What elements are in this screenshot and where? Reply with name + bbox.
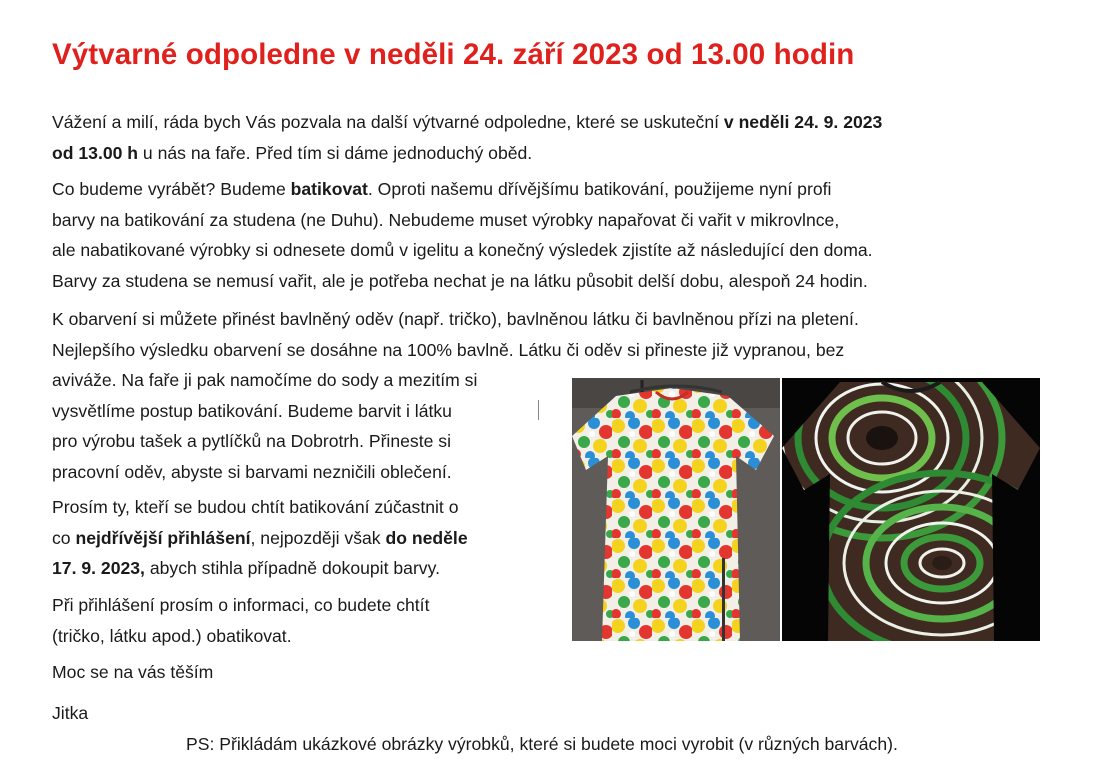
text-line: (tričko, látku apod.) obatikovat.	[52, 625, 292, 646]
bold-time: od 13.00 h	[52, 142, 139, 163]
text-line: Co budeme vyrábět? Budeme batikovat. Oproti našemu dřívějšímu batikování, použijeme nyní profi	[52, 179, 832, 199]
bold-earliest: nejdřívější přihlášení	[75, 527, 251, 548]
text-line: Při přihlášení prosím o informaci, co budete chtít	[52, 595, 430, 615]
page-title: Výtvarné odpoledne v neděli 24. září 2023 od 13.00 hodin	[52, 38, 855, 71]
text-line: K obarvení si můžete přinést bavlněný oděv (např. tričko), bavlněnou látku či bavlněnou přízi na pletení.	[52, 309, 859, 329]
paragraph-invitation	[52, 107, 882, 168]
bold-date: v neděli 24. 9. 2023	[723, 112, 883, 132]
text-line: co nejdřívější přihlášení, nejpozději však do neděle	[52, 527, 468, 548]
text-line: aviváže. Na faře ji pak namočíme do sody a mezitím si	[52, 370, 478, 390]
bold-deadline: do neděle	[385, 527, 468, 548]
paragraph-what-we-make	[52, 174, 873, 296]
text-line: pro výrobu tašek a pytlíčků na Dobrotrh. Přineste si	[52, 431, 451, 451]
text-line: vysvětlíme postup batikování. Budeme barvit i látku	[52, 400, 452, 421]
paragraph-info-request	[52, 590, 429, 651]
text-line: Nejlepšího výsledku obarvení se dosáhne na 100% bavlně. Látku či oděv si přineste již vypranou, bez	[52, 339, 845, 360]
text-cursor	[538, 400, 539, 420]
text-line: pracovní oděv, abyste si barvami nezničili oblečení.	[52, 461, 452, 482]
tie-dye-rainbow-shirt-photo	[572, 378, 780, 641]
signature: Jitka	[52, 703, 89, 723]
closing-line: Moc se na vás těším	[52, 662, 214, 682]
text-line: Vážení a milí, ráda bych Vás pozvala na další výtvarné odpoledne, které se uskuteční v neděli 24. 9. 2023	[52, 112, 883, 132]
bold-deadline-date: 17. 9. 2023,	[52, 558, 145, 578]
text-line: Barvy za studena se nemusí vařit, ale je potřeba nechat je na látku působit delší dobu, alespoň 24 hodin.	[52, 270, 868, 291]
tie-dye-green-shirt-photo	[782, 378, 1040, 641]
text-line: ale nabatikované výrobky si odnesete domů v igelitu a konečný výsledek zjistíte až následující den doma.	[52, 240, 873, 260]
text-line: barvy na batikování za studena (ne Duhu). Nebudeme muset výrobky napařovat či vařit v mikrovlnce,	[52, 209, 840, 230]
bold-batikovat: batikovat	[290, 179, 368, 199]
text-line: 17. 9. 2023, abych stihla případně dokoupit barvy.	[52, 558, 440, 578]
postscript: PS: Přikládám ukázkové obrázky výrobků, které si budete moci vyrobit (v různých barvách).	[186, 734, 898, 754]
text-line: Prosím ty, kteří se budou chtít batikování zúčastnit o	[52, 497, 459, 517]
paragraph-registration	[52, 492, 468, 584]
text-line: od 13.00 h u nás na faře. Před tím si dáme jednoduchý oběd.	[52, 142, 533, 163]
